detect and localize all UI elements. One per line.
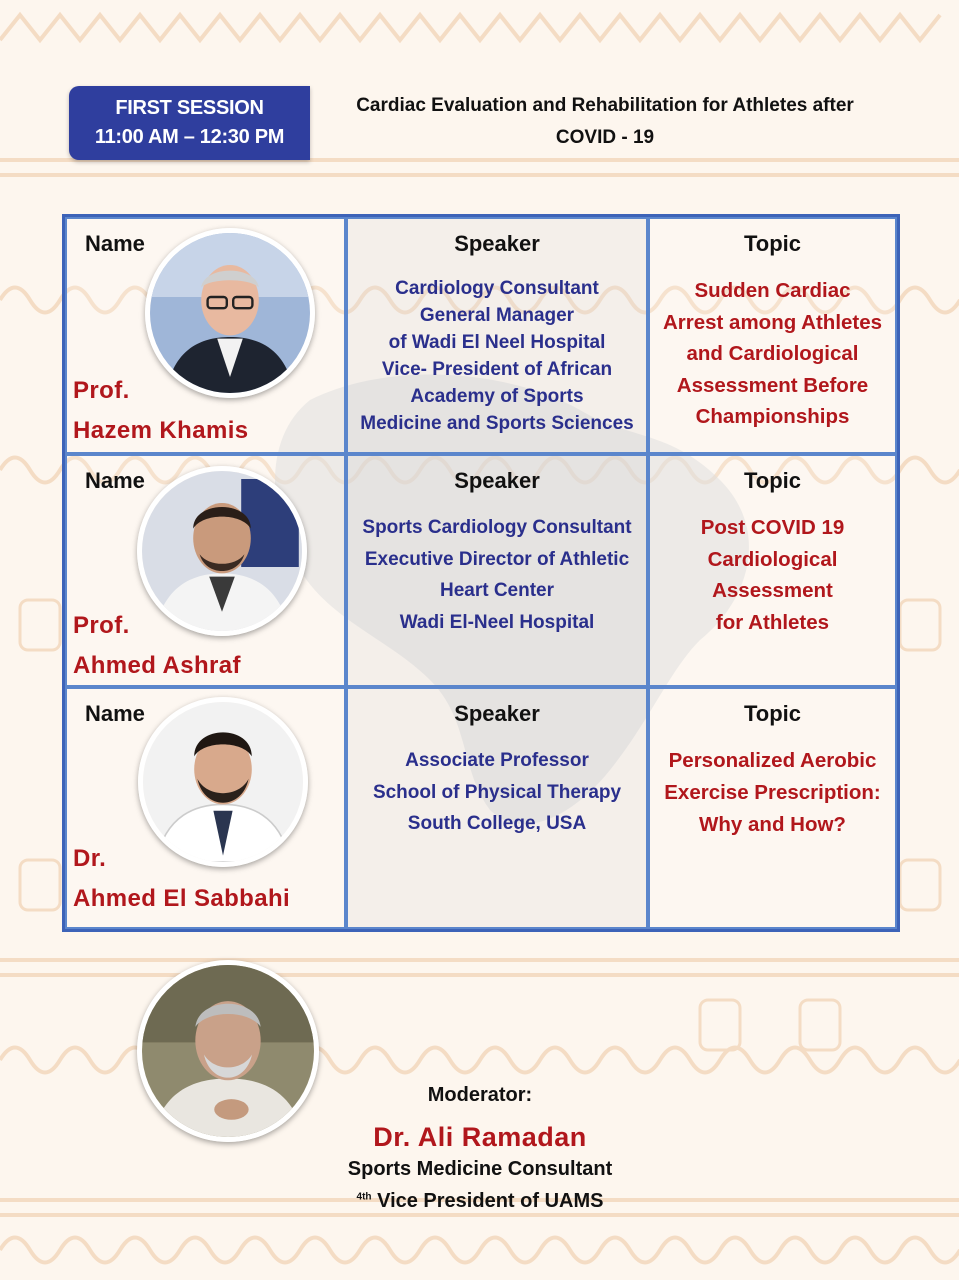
- speaker-name: Hazem Khamis: [73, 417, 249, 444]
- topic-line: Post COVID 19: [700, 516, 845, 539]
- speaker-cell: [346, 687, 648, 929]
- speaker-header: Speaker: [454, 701, 540, 726]
- speaker-photo: [145, 228, 315, 398]
- topic-header: Topic: [743, 468, 802, 493]
- speaker-header: Speaker: [454, 231, 540, 256]
- speaker-line: Executive Director of Athletic: [364, 548, 630, 570]
- name-header: Name: [85, 468, 145, 493]
- session-badge: [69, 86, 310, 160]
- speaker-line: Cardiology Consultant: [395, 278, 599, 299]
- speaker-line: Academy of Sports: [410, 386, 584, 407]
- speaker-cell: [346, 454, 648, 687]
- moderator-photo: [137, 960, 319, 1142]
- session-title-line1: Cardiac Evaluation and Rehabilitation for Athletes after: [356, 95, 854, 116]
- topic-line: Assessment Before: [676, 373, 869, 397]
- speaker-photo: [138, 697, 308, 867]
- topic-line: Personalized Aerobic: [668, 749, 877, 772]
- speaker-name: Ahmed Ashraf: [73, 652, 241, 679]
- speaker-line: Medicine and Sports Sciences: [360, 413, 634, 434]
- moderator-label: Moderator:: [427, 1084, 533, 1106]
- speaker-line: School of Physical Therapy: [372, 781, 622, 803]
- topic-line: Assessment: [712, 579, 833, 602]
- speaker-line: Vice- President of African: [381, 359, 613, 380]
- speaker-line: Associate Professor: [405, 750, 589, 771]
- speaker-header: Speaker: [454, 468, 540, 493]
- session-time: 11:00 AM – 12:30 PM: [94, 126, 285, 148]
- person-portrait-icon: [150, 233, 310, 393]
- topic-line: and Cardiological: [686, 342, 859, 365]
- topic-header: Topic: [743, 231, 802, 256]
- session-title: [330, 90, 880, 154]
- speaker-line: General Manager: [419, 305, 575, 326]
- topic-cell: [648, 454, 897, 687]
- name-cell: [65, 687, 346, 929]
- moderator-role: Sports Medicine Consultant: [347, 1158, 613, 1180]
- moderator-role-text: Vice President of UAMS: [377, 1190, 604, 1212]
- topic-line: Cardiological: [707, 547, 838, 571]
- topic-line: Why and How?: [699, 813, 846, 836]
- speaker-line: South College, USA: [407, 813, 587, 834]
- name-cell: [65, 217, 346, 454]
- topic-line: Exercise Prescription:: [664, 781, 881, 804]
- moderator-name: Dr. Ali Ramadan: [373, 1122, 587, 1152]
- topic-header: Topic: [743, 701, 802, 726]
- speaker-line: Heart Center: [439, 580, 555, 601]
- speaker-name: Ahmed El Sabbahi: [73, 885, 291, 912]
- topic-description: [650, 745, 895, 841]
- speaker-line: of Wadi El Neel Hospital: [388, 332, 606, 353]
- topic-line: for Athletes: [715, 610, 830, 634]
- topic-description: [650, 275, 895, 433]
- speaker-description: [348, 745, 646, 840]
- speaker-description: [348, 275, 646, 437]
- name-header: Name: [85, 701, 145, 726]
- topic-cell: [648, 217, 897, 454]
- topic-line: Arrest among Athletes: [662, 310, 883, 334]
- topic-cell: [648, 687, 897, 929]
- topic-description: [650, 512, 895, 638]
- name-cell: [65, 454, 346, 687]
- speaker-description: [348, 512, 646, 638]
- session-label: FIRST SESSION: [115, 97, 264, 119]
- speaker-title: Prof.: [73, 612, 130, 639]
- speaker-title: Prof.: [73, 377, 130, 404]
- session-title-line2: COVID - 19: [555, 127, 655, 148]
- person-portrait-icon: [142, 965, 314, 1137]
- program-table: [62, 214, 900, 932]
- speaker-line: Wadi El-Neel Hospital: [399, 611, 595, 633]
- speaker-photo: [137, 466, 307, 636]
- person-portrait-icon: [143, 702, 303, 862]
- ordinal-superscript: 4th: [356, 1191, 372, 1203]
- speaker-cell: [346, 217, 648, 454]
- speaker-line: Sports Cardiology Consultant: [362, 517, 632, 538]
- speaker-title: Dr.: [73, 845, 107, 872]
- topic-line: Sudden Cardiac: [694, 279, 851, 302]
- person-portrait-icon: [142, 471, 302, 631]
- moderator-role-secondary: [280, 1190, 680, 1213]
- topic-line: Championships: [695, 405, 850, 428]
- name-header: Name: [85, 231, 145, 256]
